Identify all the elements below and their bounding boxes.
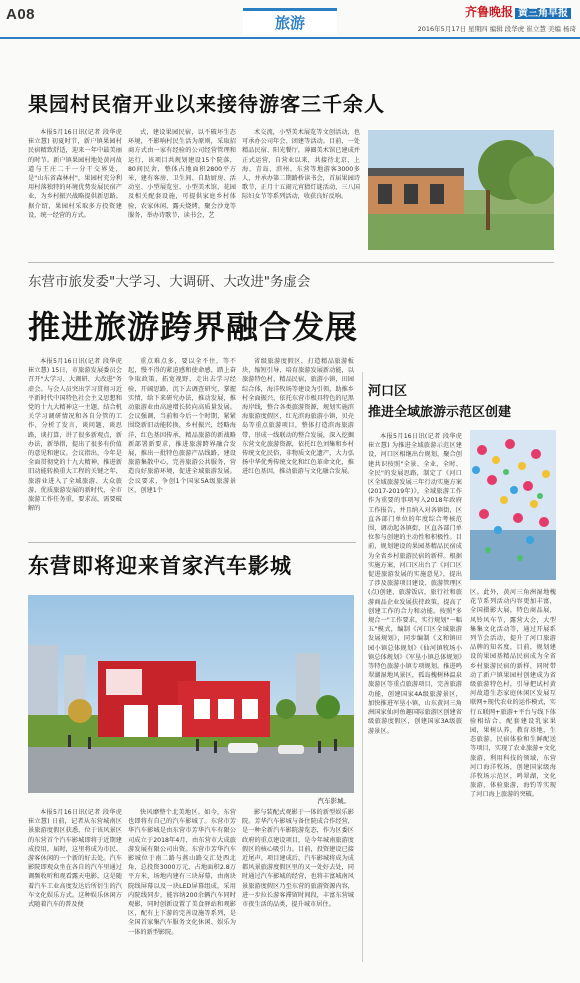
article4-body-col3: 影与装配式观影于一体的新型娱乐影院。芳华汽车影城与备住院成合作经营，是一种全新汽车影院游览态，作为区委区政府的重点建设项目，是今年城南旅游度假区的核心吸引力。目前，投资建设已接近尾声。项目建成后，汽车影城将成为成都风景旅游度假区里的又一处好去处，同时通过汽车影城的经营，也将丰富城南风景旅游度假区乃至东营的旅游资源内容，进一步拉长游客滞留时间段，丰富东营城市夜生活的品类，提升城市居住。 — [242, 809, 354, 909]
pinwheel-photo — [470, 430, 556, 580]
paper-badge: 黄三角早报 — [515, 8, 571, 19]
article3-title-line2: 推进全域旅游示范区创建 — [368, 405, 512, 420]
article1-body-col1: 本报5月16日讯(记者 段华虎 崔立慧) 初夏时节，新户镇果园村民宿精致舒适，迎来一年中最美丽的时节。新户镇果园村地处黄河故道与王庄二千一分干交界处，是"山东省森林村"，果园村充分利用村落独特的环境优势发展民宿产业，为乡村振兴战略提供新思路。据介绍，果园村采取多方投资建设，统一经营的方式。 — [28, 129, 122, 219]
column-divider — [362, 372, 363, 962]
article1-body-col2: 式，建设果园民宿，以不破坏生态环境，不影响村民生活为原则，采取招商方式由一家有经验的公司经营管理和运行，该项目共规划建设15个院落，80间民舍，整体占地面积2800平方米，建有客房、卫生间、自助厨房、活动室、小型展览室、小型美术馆，花园及相关配套设施，可提供家庭乡村体验，农家休闲，露天烧烤，聚会沙龙等服务，举办诗歌节，读书会，艺 — [128, 129, 236, 219]
article2-title: 推进旅游跨界融合发展 — [28, 308, 359, 346]
page-number: A08 — [6, 6, 36, 23]
article3-title-line1: 河口区 — [368, 384, 408, 399]
article2-subtitle: 东营市旅发委"大学习、大调研、大改进"务虚会 — [28, 274, 311, 290]
drive-in-cinema-photo — [28, 595, 354, 793]
article1-title: 果园村民宿开业以来接待游客三千余人 — [28, 92, 385, 116]
article4-title: 东营即将迎来首家汽车影城 — [28, 554, 292, 578]
article3-body-col1: 本报5月16日讯(记者 段华虎 崔立慧) 为推进全域旅游示范区建设，河口区相继出台规划，聚合创建共识按照"全景、全业、全时、全民"的发展思路，制定了《河口区全域旅游发展三年行动实施方案(2017-2019年)》，全域旅游工作作为重要的事项写入2018年政府工作报告，并且纳入对各镇街，区直各部门单位的年度综合考核范围，调动起各镇街，区直各部门单位参与创建的主动性和积极性。目前，规划建设的果园基精品民宿成为全省乡村旅游民宿的新样。根据实施方案，河口区出台了《河口区促进旅游发展的实施意见》，提出了涉及旅游项目建设、旅游管理区(点)创建，旅游饭店，旅行社和旅游商品企业发展扶持政策，提高了创建工作的合力和动能。按照"多规合一"工作要求，实行规划"一幅五"模式，编制《河口区全域旅游发展规划》，同步编制《义和镇田园小镇总体规划》《仙河镇牧场小镇总体规划》《军垦小镇总体规划》等特色旅游小镇专项规划。推进鸣翠湖湿地风景区，孤岛槐树林温泉旅游区等重点旅游项目，完善旅游功能，创建国家4A级旅游景区，加快推进军垦小镇，山东黄河三角洲国家仙河鱼趣国际旅游区创建省级旅游度假区，创建国家3A级旅游景区。 — [368, 433, 462, 735]
article3-body-col2: 区。此外，黄河三角洲湿地槐花节系列活动内容更加丰富，全国摄影大展，特色商品展，风铃风车节，露营大会，大型集集文化活动等，通过开展系列节会活动，提升了河口旅游品牌的知名度，目前，规划建设的果园基精品民宿成为全省乡村旅游民宿的新样，同时带动了新户镇果园村创建成为省级旅游特色村，引导把试村黄河故道生态家庭休闲区发展互联网+现代农业的运作模式，实行五联网+旅游+平台与线下体验相结合，配套建设乳家果园，果树认养，教育基地，生态旅游，民宿体验和生鲜配送等项目，实现了农业旅游+文化旅游，利用科技的领域，东营河口海洋牧场，创建国家级海洋牧场示范区，鸣翠湖，文化旅游，体验旅游，海钓等实现了河口海上旅游的突破。 — [470, 589, 556, 799]
article2-body-col1: 本报5月16日讯(记者 段华虎 崔立慧) 15日，市旅游发展委员会召开"大学习、大调研、大改进"务虚会。与会人员突出学习贯彻习近平新时代中国特色社会主义思想和党的十九大精神这一主题，结合机关学习调研情况和各自分管的工作，分析了发言，谈问题，谈思路，谈打算，讲了很多新观点，新办法，新举措，提出了很多有价值的意见和建议。会议指出，今年是全面贯彻党的十九大精神，推进新旧动能转换重大工程的关键之年，旅游业进入了全域旅游、大众旅游、优质旅游发展的新时代，全市旅游工作任务重，要求高，需要破解的 — [28, 358, 122, 513]
article1-body-col3: 术交流，小型美术展览等文创活动，也可承办公司年会、团建等活动。目前，一处精品民宿、阳光餐厅，薄圈美术馆已建成并正式运营，自营业以来，共接待北京、上海、青岛、滨州、东营等地游客3000多人，并承办第二期路桥读书会，首届果园诗歌节，正月十五闹元宵猜灯谜活动，三八国际妇女节等系列活动，收获良好反响。 — [242, 129, 360, 201]
divider — [28, 542, 356, 543]
article4-body-col1: 本报5月16日讯(记者 段华虎 崔立慧) 日前，记者从东营城南区景旅游度假区获悉，位于该风景区的东营首个汽车影城即将于近期建成投用，届时，这里将成为市民、游客休闲的一个新的好去处。汽车影院即观众坐在各自的汽车里通过调频收听和观看露天电影，这是随着汽车工业高度发达后所衍生的汽车文化娱乐方式。这种娱乐休闲方式随着汽车的普及便 — [28, 809, 122, 909]
paper-name: 齐鲁晚报 — [465, 5, 514, 19]
paper-logo — [465, 3, 575, 21]
article4-body-col2: 快风靡整个北美地区。如今，东营也即将有自己的汽车影城了。东营市芳华汽车影城是由东营市芳华汽车有限公司成立于2018年4月，由东营市大成旅游发展有限公司出资。东营市芳华汽车影城位于南二路与燕山路交汇处西北角，总投资3000万元，占地面积2.8万平方米，场地内建有三块屏幕，由南块院线屏幕以及一块LED屏幕组成，采用内院线同步，能容纳200余辆汽车同时观影，同时创新设置了美食驿站和观影区，配有上下游的完善设施等系列，是全国首家集汽车服务文化休闲、娱乐为一体的新型影院。 — [128, 809, 236, 936]
divider — [28, 262, 554, 263]
article2-body-col3: 省级旅游度假区，打造精品旅游板块，缩短引导，培育旅游发展新动能，以旅游特色村，精品民宿，旅游小镇，田园综合体，海洋牧场等建设为引领，助推乡村全面振兴，依托东营市极具特色的尼黑海岸线，整合各类旅游资源，规划实施滨海旅游度假区，红光滨海旅游小镇，贝壳岛等重点旅游项目，整体打造滨海旅游带，形成一线联动的整合发展，深入挖掘东营文化旅游资源，依托红色刘集和乡村传统文化民俗，非物质文化遗产，大力弘扬中华优秀传统文化和红色革命文化，推进红色基因，推动旅游与文化融合发展。 — [242, 358, 354, 476]
issue-meta: 2016年5月17日 星期四 编辑 段华虎 崔立慧 美编 杨琦 — [417, 25, 576, 33]
photo-caption: 汽车影城。 — [317, 797, 350, 805]
section-title: 旅游 — [243, 8, 337, 35]
header-divider — [0, 37, 580, 39]
article2-body-col2: 重点难点多，要以全不住，等不起，慢不得的紧迫感和使命感，踏上奋争取政策，拓宽视野，走出去学习经验，开阔思路，沉下去调查研究，掌握实情，给下来研究办法，推动发展，推动旅游业由高速增长转向高质量发展。会议强调，当前和今后一个时期，紧紧围绕新旧动能转换，乡村振兴，经略海洋，红色基因传承，精品旅游的新战略新部署新要求，推进旅游跨界融合发展，推出一批特色旅游产品线路，建设旅游集散中心，完善旅游公共服务，营造良好旅游环境，促进全域旅游发展。会议要求，争创1个国家5A级旅游景区，创建1个 — [128, 358, 236, 494]
guesthouse-photo — [368, 130, 554, 250]
